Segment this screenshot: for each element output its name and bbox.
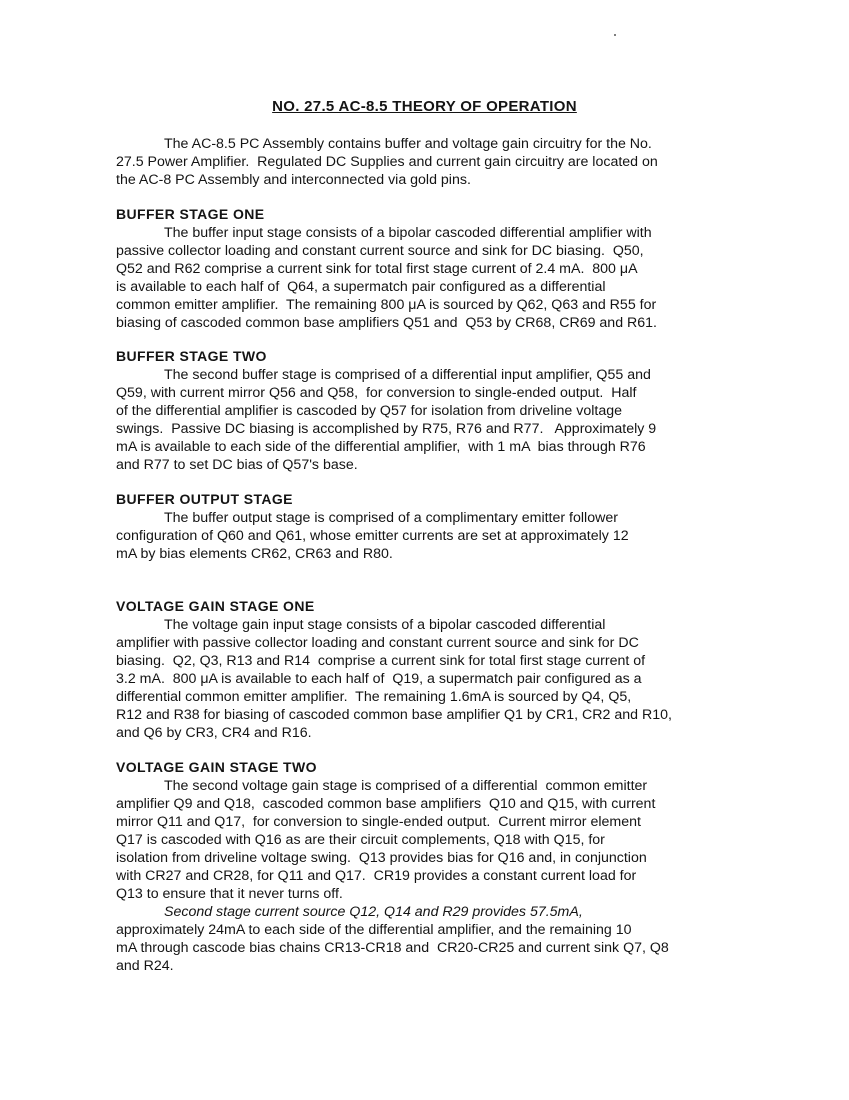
intro-paragraph [116,135,736,189]
section-heading-buffer-stage-one: BUFFER STAGE ONE [116,206,265,222]
text-line: and R24. [116,958,174,974]
text-line: swings. Passive DC biasing is accomplished by R75, R76 and R77. Approximately 9 [116,421,657,437]
text-line: is available to each half of Q64, a supermatch pair configured as a differential [116,279,606,295]
text-line: mA is available to each side of the differential amplifier, with 1 mA bias through R76 [116,439,646,455]
text-line: and Q6 by CR3, CR4 and R16. [116,725,312,741]
text-line: Q17 is cascoded with Q16 as are their circuit complements, Q18 with Q15, for [116,832,605,848]
text-line: differential common emitter amplifier. The remaining 1.6mA is sourced by Q4, Q5, [116,689,632,705]
text-line: The buffer input stage consists of a bipolar cascoded differential amplifier with [164,225,652,241]
text-line: of the differential amplifier is cascoded by Q57 for isolation from driveline voltage [116,403,623,419]
page-title: NO. 27.5 AC-8.5 THEORY OF OPERATION [272,98,577,115]
section-heading-voltage-gain-stage-one: VOLTAGE GAIN STAGE ONE [116,598,315,614]
text-line: The AC-8.5 PC Assembly contains buffer and voltage gain circuitry for the No. [164,136,652,152]
section-heading-buffer-stage-two: BUFFER STAGE TWO [116,348,267,364]
text-line: Q52 and R62 comprise a current sink for total first stage current of 2.4 mA. 800 μA [116,261,638,277]
text-line: common emitter amplifier. The remaining 800 μA is sourced by Q62, Q63 and R55 for [116,297,657,313]
text-line: the AC-8 PC Assembly and interconnected via gold pins. [116,172,471,188]
text-line: Q13 to ensure that it never turns off. [116,886,343,902]
text-line: approximately 24mA to each side of the differential amplifier, and the remaining 10 [116,922,632,938]
text-line: 3.2 mA. 800 μA is available to each half of Q19, a supermatch pair configured as a [116,671,642,687]
text-line: mA by bias elements CR62, CR63 and R80. [116,546,393,562]
text-line: Q59, with current mirror Q56 and Q58, for conversion to single-ended output. Half [116,385,637,401]
section-heading-buffer-output-stage: BUFFER OUTPUT STAGE [116,491,293,507]
text-line: amplifier with passive collector loading and constant current source and sink for DC [116,635,639,651]
text-line: R12 and R38 for biasing of cascoded common base amplifier Q1 by CR1, CR2 and R10, [116,707,672,723]
scan-speck [614,34,616,36]
section-body-buffer-stage-two [116,366,736,474]
text-line: with CR27 and CR28, for Q11 and Q17. CR19 provides a constant current load for [116,868,637,884]
text-line: The second buffer stage is comprised of a differential input amplifier, Q55 and [164,367,651,383]
text-line: isolation from driveline voltage swing. Q13 provides bias for Q16 and, in conjunction [116,850,647,866]
text-line: The voltage gain input stage consists of a bipolar cascoded differential [164,617,606,633]
text-line: mirror Q11 and Q17, for conversion to single-ended output. Current mirror element [116,814,641,830]
text-line: 27.5 Power Amplifier. Regulated DC Supplies and current gain circuitry are located on [116,154,658,170]
text-line: The buffer output stage is comprised of a complimentary emitter follower [164,510,618,526]
text-line: amplifier Q9 and Q18, cascoded common base amplifiers Q10 and Q15, with current [116,796,656,812]
section-body-buffer-output-stage [116,509,736,563]
section-body-buffer-stage-one [116,224,736,332]
text-line: mA through cascode bias chains CR13-CR18 and CR20-CR25 and current sink Q7, Q8 [116,940,669,956]
text-line: biasing. Q2, Q3, R13 and R14 comprise a current sink for total first stage current of [116,653,646,669]
text-line: configuration of Q60 and Q61, whose emitter currents are set at approximately 12 [116,528,629,544]
section-body-voltage-gain-stage-one [116,616,736,742]
section-heading-voltage-gain-stage-two: VOLTAGE GAIN STAGE TWO [116,759,317,775]
text-line: passive collector loading and constant current source and sink for DC biasing. Q50, [116,243,644,259]
text-line: biasing of cascoded common base amplifiers Q51 and Q53 by CR68, CR69 and R61. [116,315,657,331]
text-line: and R77 to set DC bias of Q57's base. [116,457,358,473]
text-line: The second voltage gain stage is comprised of a differential common emitter [164,778,648,794]
section-body-voltage-gain-stage-two [116,777,736,975]
text-line: Second stage current source Q12, Q14 and R29 provides 57.5mA, [164,904,583,920]
